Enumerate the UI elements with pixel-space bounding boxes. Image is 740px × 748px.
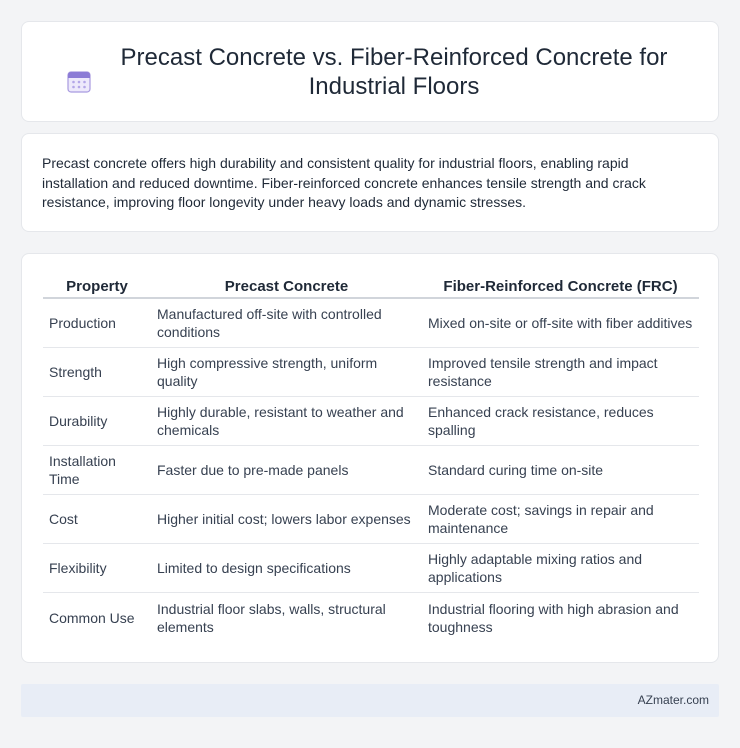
row-frc: Industrial flooring with high abrasion and toughness	[428, 600, 679, 635]
row-property: Cost	[43, 495, 151, 544]
row-precast: Manufactured off-site with controlled conditions	[151, 299, 422, 348]
row-frc: Standard curing time on-site	[422, 446, 699, 495]
row-frc: Enhanced crack resistance, reduces spalling	[422, 397, 699, 446]
comparison-table	[43, 274, 699, 642]
row-frc: Moderate cost; savings in repair and maintenance	[422, 495, 699, 544]
table-row	[43, 299, 699, 348]
row-frc: Improved tensile strength and impact resistance	[422, 348, 699, 397]
table-row	[43, 495, 699, 544]
row-precast: Limited to design specifications	[151, 544, 422, 593]
row-property: Flexibility	[43, 544, 151, 593]
table-row	[43, 348, 699, 397]
row-property: Strength	[43, 348, 151, 397]
row-property: Production	[43, 299, 151, 348]
row-property: Installation Time	[43, 446, 151, 495]
title-wrap	[50, 43, 690, 101]
row-precast: Industrial floor slabs, walls, structural elements	[157, 600, 386, 635]
row-property: Durability	[43, 397, 151, 446]
header-property: Property	[43, 274, 151, 299]
page-title: Precast Concrete vs. Fiber-Reinforced Concrete for Industrial Floors	[120, 43, 668, 100]
table-row	[43, 397, 699, 446]
table-row	[43, 544, 699, 593]
row-precast: Faster due to pre-made panels	[151, 446, 422, 495]
row-precast: High compressive strength, uniform quality	[151, 348, 422, 397]
header-precast: Precast Concrete	[151, 274, 422, 299]
footer-brand[interactable]: AZmater.com	[637, 693, 709, 707]
footer	[21, 684, 719, 717]
row-precast: Higher initial cost; lowers labor expenses	[151, 495, 422, 544]
row-precast: Highly durable, resistant to weather and chemicals	[151, 397, 422, 446]
header-frc: Fiber-Reinforced Concrete (FRC)	[422, 274, 699, 299]
comparison-table-card	[21, 253, 719, 663]
summary-card	[21, 133, 719, 232]
title-card	[21, 21, 719, 122]
row-frc: Highly adaptable mixing ratios and applications	[422, 544, 699, 593]
table-header-row	[43, 274, 699, 299]
summary-text: Precast concrete offers high durability and consistent quality for industrial floors, enabling rapid installation and reduced downtime. Fiber-reinforced concrete enhances tensile strength and crack resistance, improving floor longevity under heavy loads and dynamic stresses.	[42, 155, 646, 210]
calendar-icon	[66, 68, 92, 94]
table-row	[43, 446, 699, 495]
row-frc: Mixed on-site or off-site with fiber additives	[422, 299, 699, 348]
row-property: Common Use	[49, 609, 135, 626]
table-row	[43, 593, 699, 642]
